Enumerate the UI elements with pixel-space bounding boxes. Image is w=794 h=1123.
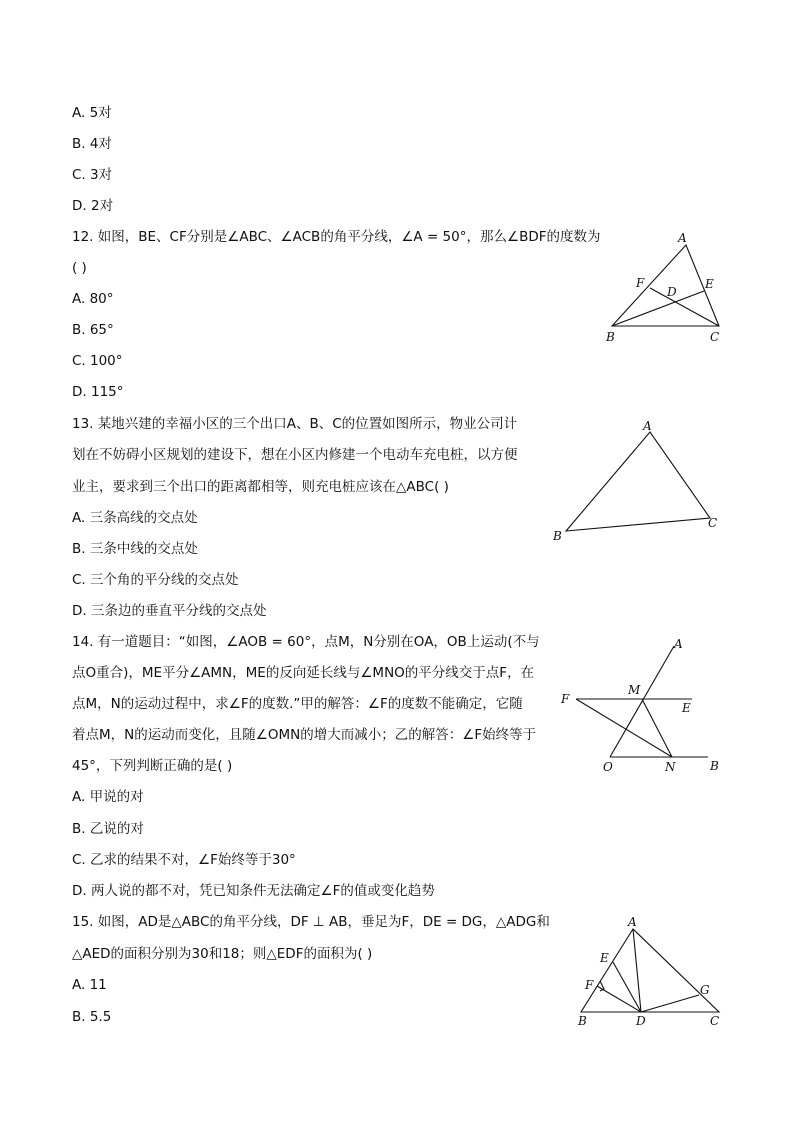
q12-label-a: A: [678, 231, 687, 245]
q14-option-a: A. 甲说的对: [72, 789, 144, 805]
q13-option-d: D. 三条边的垂直平分线的交点处: [72, 603, 267, 619]
q15-label-f: F: [585, 978, 594, 992]
q12-segment-cf: [650, 288, 719, 326]
q14-option-c: C. 乙求的结果不对，∠F始终等于30°: [72, 852, 296, 868]
q15-right-angle-mark: [600, 981, 604, 991]
q14-ray-oa: [610, 646, 674, 757]
q11-option-c: C. 3对: [72, 167, 113, 183]
q12-stem-line-2: ( ): [72, 260, 87, 276]
q12-label-e: E: [705, 277, 714, 291]
q14-stem-line-3: 点M，N的运动过程中，求∠F的度数.”甲的解答：∠F的度数不能确定，它随: [72, 696, 523, 712]
q12-option-d: D. 115°: [72, 384, 124, 400]
q12-figure: [600, 228, 730, 348]
q12-label-c: C: [710, 330, 720, 344]
q12-label-f: F: [636, 276, 645, 290]
q15-label-c: C: [710, 1014, 720, 1028]
q14-stem-line-5: 45°，下列判断正确的是( ): [72, 758, 233, 774]
q14-stem-line-4: 着点M，N的运动而变化，且随∠OMN的增大而减小；乙的解答：∠F始终等于: [72, 727, 537, 743]
q14-label-b: B: [710, 759, 719, 773]
q14-label-n: N: [665, 760, 676, 774]
q15-label-b: B: [578, 1014, 587, 1028]
q15-label-g: G: [700, 983, 710, 997]
q15-stem-line-1: 15. 如图，AD是△ABC的角平分线，DF ⊥ AB，垂足为F，DE = DG，△ADG和: [72, 914, 550, 930]
q14-stem-line-2: 点O重合)，ME平分∠AMN，ME的反向延长线与∠MNO的平分线交于点F，在: [72, 665, 535, 681]
q14-option-d: D. 两人说的都不对，凭已知条件无法确定∠F的值或变化趋势: [72, 883, 435, 899]
q11-option-d: D. 2对: [72, 198, 114, 214]
q14-label-e: E: [682, 701, 691, 715]
q11-option-a: A. 5对: [72, 105, 112, 121]
q13-option-b: B. 三条中线的交点处: [72, 541, 198, 557]
q14-label-a: A: [674, 637, 683, 651]
q13-option-c: C. 三个角的平分线的交点处: [72, 572, 239, 588]
q12-option-a: A. 80°: [72, 291, 114, 307]
q15-triangle-abc: [581, 929, 719, 1012]
q12-stem-line-1: 12. 如图，BE、CF分别是∠ABC、∠ACB的角平分线，∠A = 50°，那么∠BDF的度数为: [72, 229, 601, 245]
q14-option-b: B. 乙说的对: [72, 821, 144, 837]
q12-label-b: B: [606, 330, 615, 344]
q15-label-a: A: [628, 915, 637, 929]
q14-stem-line-1: 14. 有一道题目：“如图，∠AOB = 60°，点M，N分别在OA，OB上运动(不与: [72, 634, 540, 650]
q15-option-a: A. 11: [72, 977, 107, 993]
q14-figure: [558, 634, 728, 774]
q13-stem-line-1: 13. 某地兴建的幸福小区的三个出口A、B、C的位置如图所示，物业公司计: [72, 416, 518, 432]
q14-label-o: O: [603, 760, 613, 774]
q15-segment-df: [597, 986, 641, 1012]
q13-option-a: A. 三条高线的交点处: [72, 510, 198, 526]
q15-option-b: B. 5.5: [72, 1009, 112, 1025]
q14-label-f: F: [561, 692, 570, 706]
q15-segment-dg: [641, 995, 699, 1012]
q15-label-e: E: [600, 951, 609, 965]
q14-label-m: M: [628, 683, 641, 697]
q11-option-b: B. 4对: [72, 136, 112, 152]
q15-stem-line-2: △AED的面积分别为30和18；则△EDF的面积为( ): [72, 946, 373, 962]
q12-segment-be: [612, 291, 704, 326]
q13-label-b: B: [553, 529, 562, 543]
q13-stem-line-2: 划在不妨碍小区规划的建设下，想在小区内修建一个电动车充电桩，以方便: [72, 447, 518, 463]
q12-option-c: C. 100°: [72, 353, 123, 369]
q15-label-d: D: [636, 1014, 646, 1028]
q13-label-a: A: [643, 419, 652, 433]
q13-triangle-abc: [566, 432, 710, 531]
q13-figure: [548, 414, 728, 544]
q12-option-b: B. 65°: [72, 322, 114, 338]
q13-stem-line-3: 业主，要求到三个出口的距离都相等，则充电桩应该在△ABC( ): [72, 479, 449, 495]
q13-label-c: C: [708, 516, 718, 530]
q12-triangle-abc: [612, 245, 719, 326]
q15-figure: [572, 912, 732, 1032]
q12-label-d: D: [667, 285, 677, 299]
